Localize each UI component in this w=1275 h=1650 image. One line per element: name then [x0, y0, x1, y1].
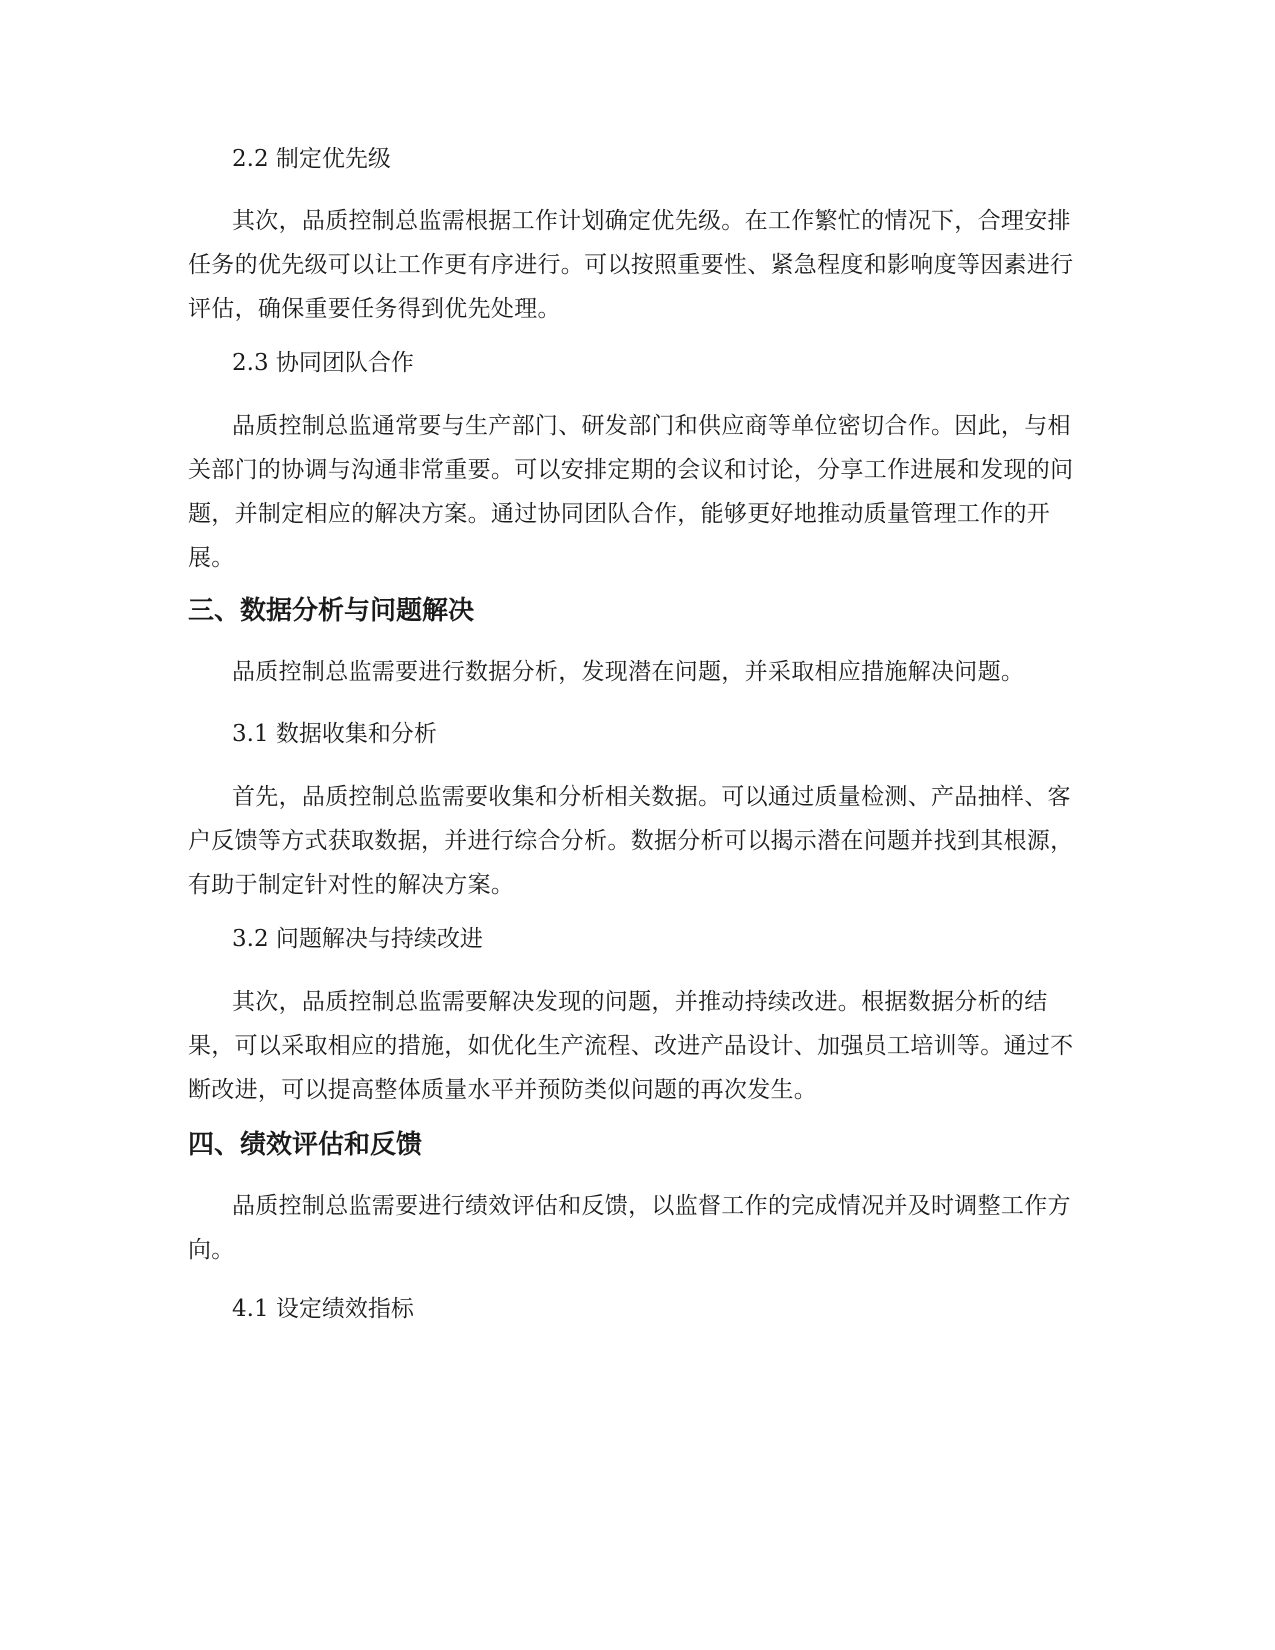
subheading-3-1: 3.1 数据收集和分析 — [232, 721, 437, 747]
subheading-2-3: 2.3 协同团队合作 — [232, 350, 414, 376]
subheading-3-2: 3.2 问题解决与持续改进 — [232, 926, 483, 952]
section-heading-4: 四、绩效评估和反馈 — [188, 1130, 423, 1160]
paragraph-data-collection: 首先，品质控制总监需要收集和分析相关数据。可以通过质量检测、产品抽样、客户反馈等方式获取数据，并进行综合分析。数据分析可以揭示潜在问题并找到其根源，有助于制定针对性的解决方案。 — [188, 784, 1074, 898]
section-heading-3: 三、数据分析与问题解决 — [188, 596, 475, 626]
paragraph-problem-solving: 其次，品质控制总监需要解决发现的问题，并推动持续改进。根据数据分析的结果，可以采取相应的措施，如优化生产流程、改进产品设计、加强员工培训等。通过不断改进，可以提高整体质量水平并预防类似问题的再次发生。 — [188, 989, 1074, 1103]
paragraph-priority: 其次，品质控制总监需根据工作计划确定优先级。在工作繁忙的情况下，合理安排任务的优先级可以让工作更有序进行。可以按照重要性、紧急程度和影响度等因素进行评估，确保重要任务得到优先处理。 — [188, 208, 1074, 322]
paragraph-teamwork: 品质控制总监通常要与生产部门、研发部门和供应商等单位密切合作。因此，与相关部门的协调与沟通非常重要。可以安排定期的会议和讨论，分享工作进展和发现的问题，并制定相应的解决方案。通过协同团队合作，能够更好地推动质量管理工作的开展。 — [188, 413, 1074, 571]
paragraph-section-4-intro: 品质控制总监需要进行绩效评估和反馈，以监督工作的完成情况并及时调整工作方向。 — [188, 1193, 1071, 1263]
subheading-4-1: 4.1 设定绩效指标 — [232, 1296, 414, 1322]
subheading-2-2: 2.2 制定优先级 — [232, 146, 391, 172]
paragraph-section-3-intro: 品质控制总监需要进行数据分析，发现潜在问题，并采取相应措施解决问题。 — [232, 659, 1025, 685]
